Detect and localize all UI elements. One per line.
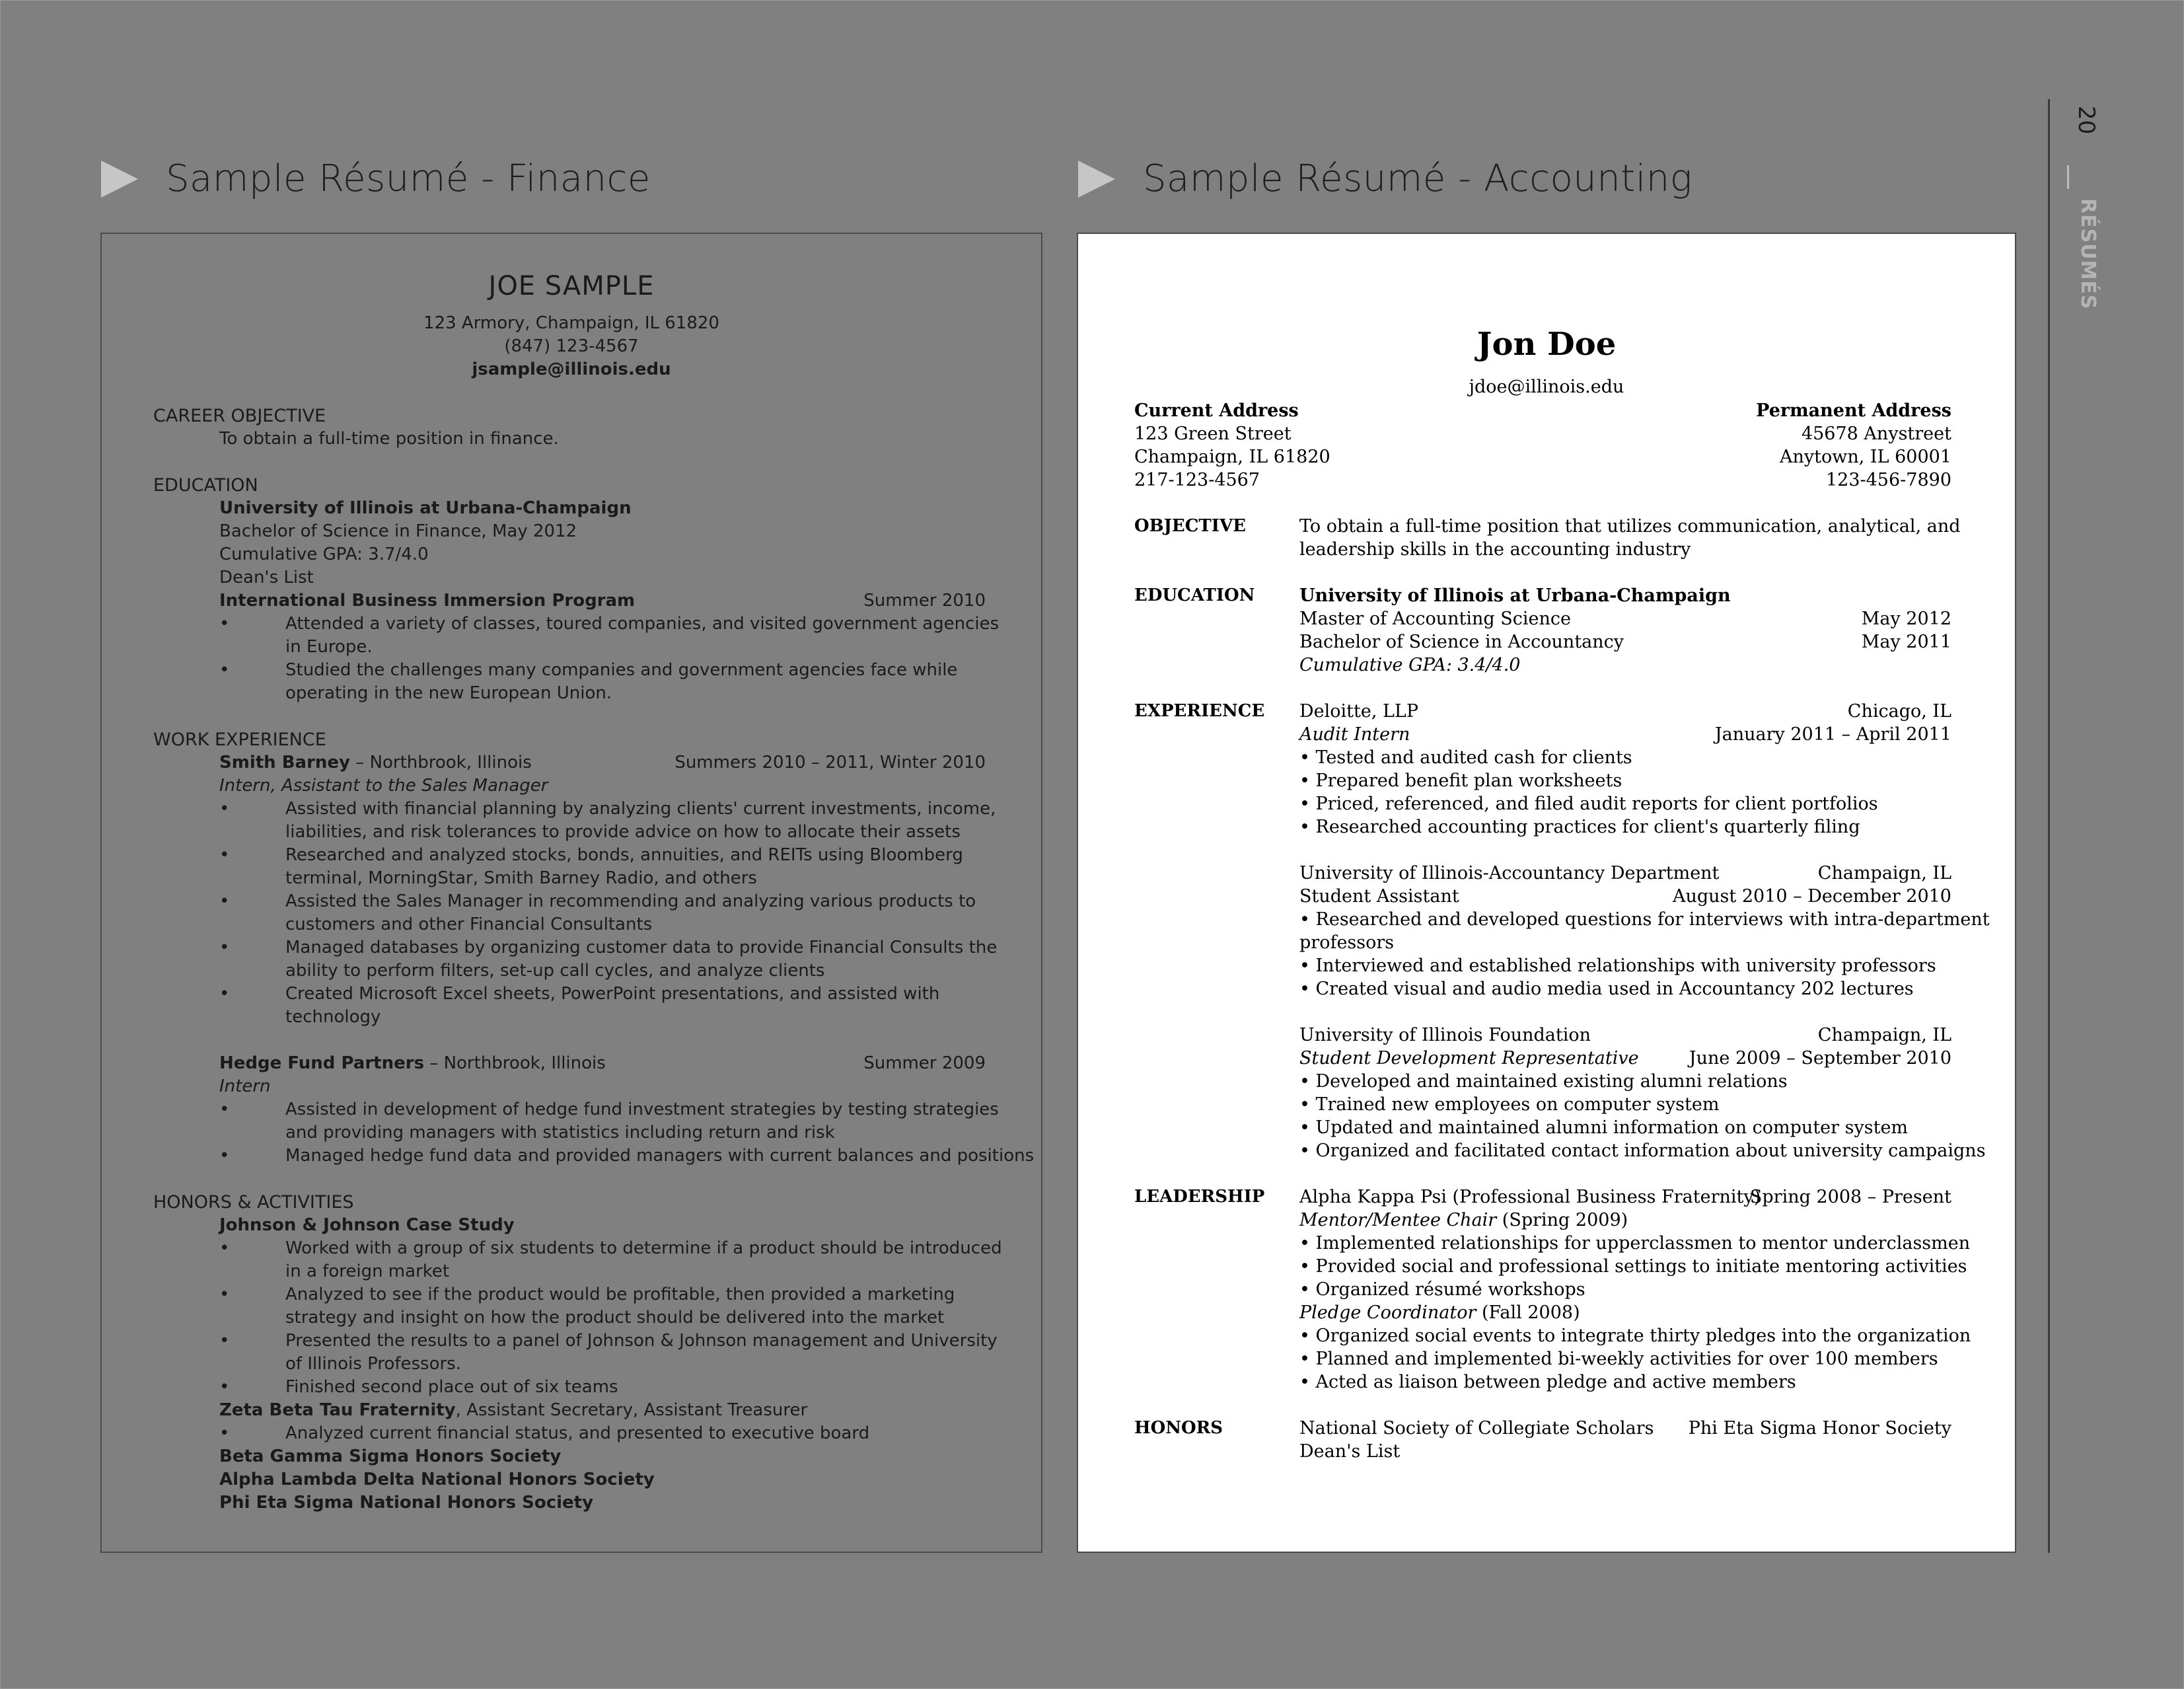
permanent-address-line: 45678 Anystreet: [1801, 424, 1951, 444]
bullet-line: Presented the results to a panel of Johnson & Johnson management and University: [285, 1331, 998, 1351]
bullet-icon: •: [219, 1377, 230, 1397]
bullet-icon: •: [219, 891, 230, 911]
leadership-bullet: • Planned and implemented bi-weekly activities for over 100 members: [1299, 1349, 1938, 1369]
bullet-line: Managed databases by organizing customer data to provide Financial Consults the: [285, 938, 998, 957]
education-gpa: Cumulative GPA: 3.4/4.0: [1299, 655, 1521, 675]
page-number: 20: [2073, 106, 2099, 135]
bullet-line: operating in the new European Union.: [285, 683, 612, 703]
triangle-bullet-icon: [101, 161, 138, 198]
job-org: University of Illinois Foundation: [1299, 1025, 1591, 1045]
side-rule: [2048, 99, 2050, 1553]
leadership-org: Alpha Kappa Psi (Professional Business Fraternity): [1299, 1187, 1761, 1207]
honor-item: National Society of Collegiate Scholars: [1299, 1418, 1654, 1439]
society-item: Beta Gamma Sigma Honors Society: [219, 1446, 562, 1466]
honors-heading: HONORS: [1134, 1418, 1223, 1438]
job-bullet: • Updated and maintained alumni information on computer system: [1299, 1117, 1909, 1138]
society-item: Phi Eta Sigma National Honors Society: [219, 1493, 594, 1513]
current-address-line: Champaign, IL 61820: [1134, 447, 1330, 467]
education-degree: Bachelor of Science in Finance, May 2012: [219, 521, 577, 541]
leadership-bullet: • Organized social events to integrate thirty pledges into the organization: [1299, 1326, 1971, 1346]
leadership-bullet: • Implemented relationships for upperclassmen to mentor underclassmen: [1299, 1233, 1971, 1254]
bullet-line: in a foreign market: [285, 1261, 450, 1281]
leadership-bullet: • Organized résumé workshops: [1299, 1279, 1585, 1300]
objective-line: To obtain a full-time position that utilizes communication, analytical, and: [1299, 516, 1961, 537]
triangle-bullet-icon: [1078, 161, 1115, 198]
job-org: Deloitte, LLP: [1299, 701, 1419, 722]
bullet-icon: •: [219, 799, 230, 819]
bullet-line: Assisted the Sales Manager in recommending and analyzing various products to: [285, 891, 976, 911]
job-place: Champaign, IL: [1817, 863, 1951, 883]
leadership-bullet: • Acted as liaison between pledge and active members: [1299, 1372, 1796, 1392]
bullet-line: Finished second place out of six teams: [285, 1377, 618, 1397]
job-bullet: • Researched accounting practices for client's quarterly filing: [1299, 817, 1860, 837]
permanent-address-line: 123-456-7890: [1825, 470, 1951, 490]
finance-sample-heading: [101, 157, 651, 200]
job-dates: August 2010 – December 2010: [1672, 886, 1951, 907]
degree-date: May 2011: [1861, 632, 1951, 652]
bullet-icon: •: [219, 938, 230, 957]
honor-item: Phi Eta Sigma Honor Society: [1688, 1418, 1951, 1439]
career-objective-text: To obtain a full-time position in finance.: [219, 429, 559, 449]
role-title: Pledge Coordinator: [1299, 1302, 1476, 1323]
bullet-icon: •: [219, 1238, 230, 1258]
finance-name: JOE SAMPLE: [488, 271, 655, 301]
finance-heading-title: Sample Résumé - Finance: [166, 157, 651, 200]
finance-resume: [100, 233, 1042, 1553]
tab-separator: [2067, 165, 2069, 189]
current-address-line: 123 Green Street: [1134, 424, 1292, 444]
education-school: University of Illinois at Urbana-Champaign: [219, 498, 632, 518]
role-term: (Spring 2009): [1496, 1210, 1628, 1230]
education-honor: Dean's List: [219, 568, 314, 587]
accounting-heading-title: Sample Résumé - Accounting: [1143, 157, 1693, 200]
case-study-title: Johnson & Johnson Case Study: [219, 1215, 515, 1235]
fraternity-roles: , Assistant Secretary, Assistant Treasurer: [455, 1400, 808, 1420]
degree-name: Master of Accounting Science: [1299, 609, 1571, 629]
bullet-line: of Illinois Professors.: [285, 1354, 461, 1374]
job-bullet: • Priced, referenced, and filed audit reports for client portfolios: [1299, 794, 1878, 814]
accounting-name: Jon Doe: [1476, 326, 1617, 363]
job-org: University of Illinois-Accountancy Department: [1299, 863, 1720, 883]
fraternity-line: [219, 1399, 807, 1422]
bullet-line: in Europe.: [285, 637, 373, 657]
bullet-icon: •: [219, 845, 230, 865]
job-title: Student Development Representative: [1299, 1048, 1639, 1069]
education-heading: EDUCATION: [1134, 585, 1255, 605]
degree-name: Bachelor of Science in Accountancy: [1299, 632, 1624, 652]
current-address-line: 217-123-4567: [1134, 470, 1260, 490]
finance-phone: (847) 123-4567: [504, 336, 639, 356]
section-tab-label: RÉSUMÉS: [2076, 198, 2099, 310]
job-bullet: • Prepared benefit plan worksheets: [1299, 770, 1622, 791]
current-address-heading: Current Address: [1134, 400, 1299, 421]
bullet-icon: •: [219, 1331, 230, 1351]
leadership-dates: Spring 2008 – Present: [1749, 1187, 1951, 1207]
bullet-line: Assisted in development of hedge fund investment strategies by testing strategies: [285, 1100, 999, 1119]
bullet-icon: •: [219, 1423, 230, 1443]
career-objective-heading: CAREER OBJECTIVE: [153, 406, 326, 426]
accounting-email: jdoe@illinois.edu: [1469, 377, 1624, 397]
job-title: Audit Intern: [1299, 724, 1410, 745]
leadership-role: [1299, 1301, 1580, 1324]
program-name: International Business Immersion Program: [219, 591, 636, 611]
bullet-icon: •: [219, 984, 230, 1004]
job-bullet: • Researched and developed questions for interviews with intra-department: [1299, 909, 1990, 930]
job-employer: Hedge Fund Partners: [219, 1053, 425, 1073]
job-header: [219, 751, 532, 774]
job-bullet: • Created visual and audio media used in Accountancy 202 lectures: [1299, 979, 1914, 999]
bullet-line: customers and other Financial Consultants: [285, 915, 653, 934]
education-school: University of Illinois at Urbana-Champaign: [1299, 585, 1731, 606]
bullet-line: Analyzed current financial status, and presented to executive board: [285, 1423, 870, 1443]
honor-item: Dean's List: [1299, 1441, 1401, 1462]
honors-activities-heading: HONORS & ACTIVITIES: [153, 1192, 354, 1213]
objective-heading: OBJECTIVE: [1134, 516, 1246, 536]
job-employer: Smith Barney: [219, 753, 350, 772]
education-heading: EDUCATION: [153, 475, 258, 496]
bullet-line: and providing managers with statistics including return and risk: [285, 1123, 835, 1143]
leadership-heading: LEADERSHIP: [1134, 1187, 1265, 1207]
finance-address: 123 Armory, Champaign, IL 61820: [423, 313, 719, 333]
bullet-line: Studied the challenges many companies and government agencies face while: [285, 660, 958, 680]
job-location: – Northbrook, Illinois: [424, 1053, 606, 1073]
bullet-icon: •: [219, 1285, 230, 1304]
society-item: Alpha Lambda Delta National Honors Society: [219, 1470, 655, 1489]
leadership-bullet: • Provided social and professional settings to initiate mentoring activities: [1299, 1256, 1967, 1277]
bullet-icon: •: [219, 1146, 230, 1166]
education-gpa: Cumulative GPA: 3.7/4.0: [219, 544, 429, 564]
job-title: Intern, Assistant to the Sales Manager: [219, 776, 548, 796]
job-bullet: • Developed and maintained existing alumni relations: [1299, 1071, 1788, 1092]
finance-email: jsample@illinois.edu: [472, 359, 671, 379]
accounting-sample-heading: [1078, 157, 1693, 200]
bullet-line: Managed hedge fund data and provided managers with current balances and positions: [285, 1146, 1035, 1166]
job-title: Intern: [219, 1076, 271, 1096]
experience-heading: EXPERIENCE: [1134, 701, 1265, 721]
bullet-line: ability to perform filters, set-up call cycles, and analyze clients: [285, 961, 825, 981]
work-experience-heading: WORK EXPERIENCE: [153, 730, 326, 750]
bullet-line: liabilities, and risk tolerances to provide advice on how to allocate their assets: [285, 822, 961, 842]
bullet-line: terminal, MorningStar, Smith Barney Radio, and others: [285, 868, 757, 888]
leadership-role: [1299, 1209, 1628, 1232]
job-location: – Northbrook, Illinois: [350, 753, 532, 772]
bullet-line: Assisted with financial planning by analyzing clients' current investments, income,: [285, 799, 996, 819]
bullet-icon: •: [219, 660, 230, 680]
bullet-icon: •: [219, 614, 230, 634]
role-term: (Fall 2008): [1476, 1302, 1580, 1323]
job-bullet: professors: [1299, 932, 1395, 953]
bullet-line: Researched and analyzed stocks, bonds, annuities, and REITs using Bloomberg: [285, 845, 963, 865]
job-bullet: • Trained new employees on computer system: [1299, 1094, 1720, 1115]
bullet-line: Created Microsoft Excel sheets, PowerPoint presentations, and assisted with: [285, 984, 940, 1004]
bullet-line: Worked with a group of six students to determine if a product should be introduced: [285, 1238, 1002, 1258]
fraternity-name: Zeta Beta Tau Fraternity: [219, 1400, 456, 1420]
job-bullet: • Tested and audited cash for clients: [1299, 747, 1632, 768]
objective-line: leadership skills in the accounting industry: [1299, 539, 1691, 560]
role-title: Mentor/Mentee Chair: [1299, 1210, 1497, 1230]
permanent-address-heading: Permanent Address: [1756, 400, 1951, 421]
degree-date: May 2012: [1861, 609, 1951, 629]
job-header: [219, 1052, 606, 1075]
program-date: Summer 2010: [863, 591, 986, 611]
job-title: Student Assistant: [1299, 886, 1459, 907]
bullet-icon: •: [219, 1100, 230, 1119]
job-date: Summers 2010 – 2011, Winter 2010: [674, 753, 986, 772]
bullet-line: Attended a variety of classes, toured companies, and visited government agencies: [285, 614, 1000, 634]
accounting-resume: [1077, 233, 2016, 1553]
job-bullet: • Organized and facilitated contact information about university campaigns: [1299, 1141, 1986, 1161]
bullet-line: technology: [285, 1007, 381, 1027]
bullet-line: Analyzed to see if the product would be profitable, then provided a marketing: [285, 1285, 955, 1304]
job-place: Chicago, IL: [1847, 701, 1951, 722]
job-dates: June 2009 – September 2010: [1689, 1048, 1951, 1069]
job-dates: January 2011 – April 2011: [1714, 724, 1951, 745]
job-bullet: • Interviewed and established relationships with university professors: [1299, 956, 1936, 976]
bullet-line: strategy and insight on how the product should be delivered into the market: [285, 1308, 945, 1328]
permanent-address-line: Anytown, IL 60001: [1780, 447, 1951, 467]
job-place: Champaign, IL: [1817, 1025, 1951, 1045]
job-date: Summer 2009: [863, 1053, 986, 1073]
